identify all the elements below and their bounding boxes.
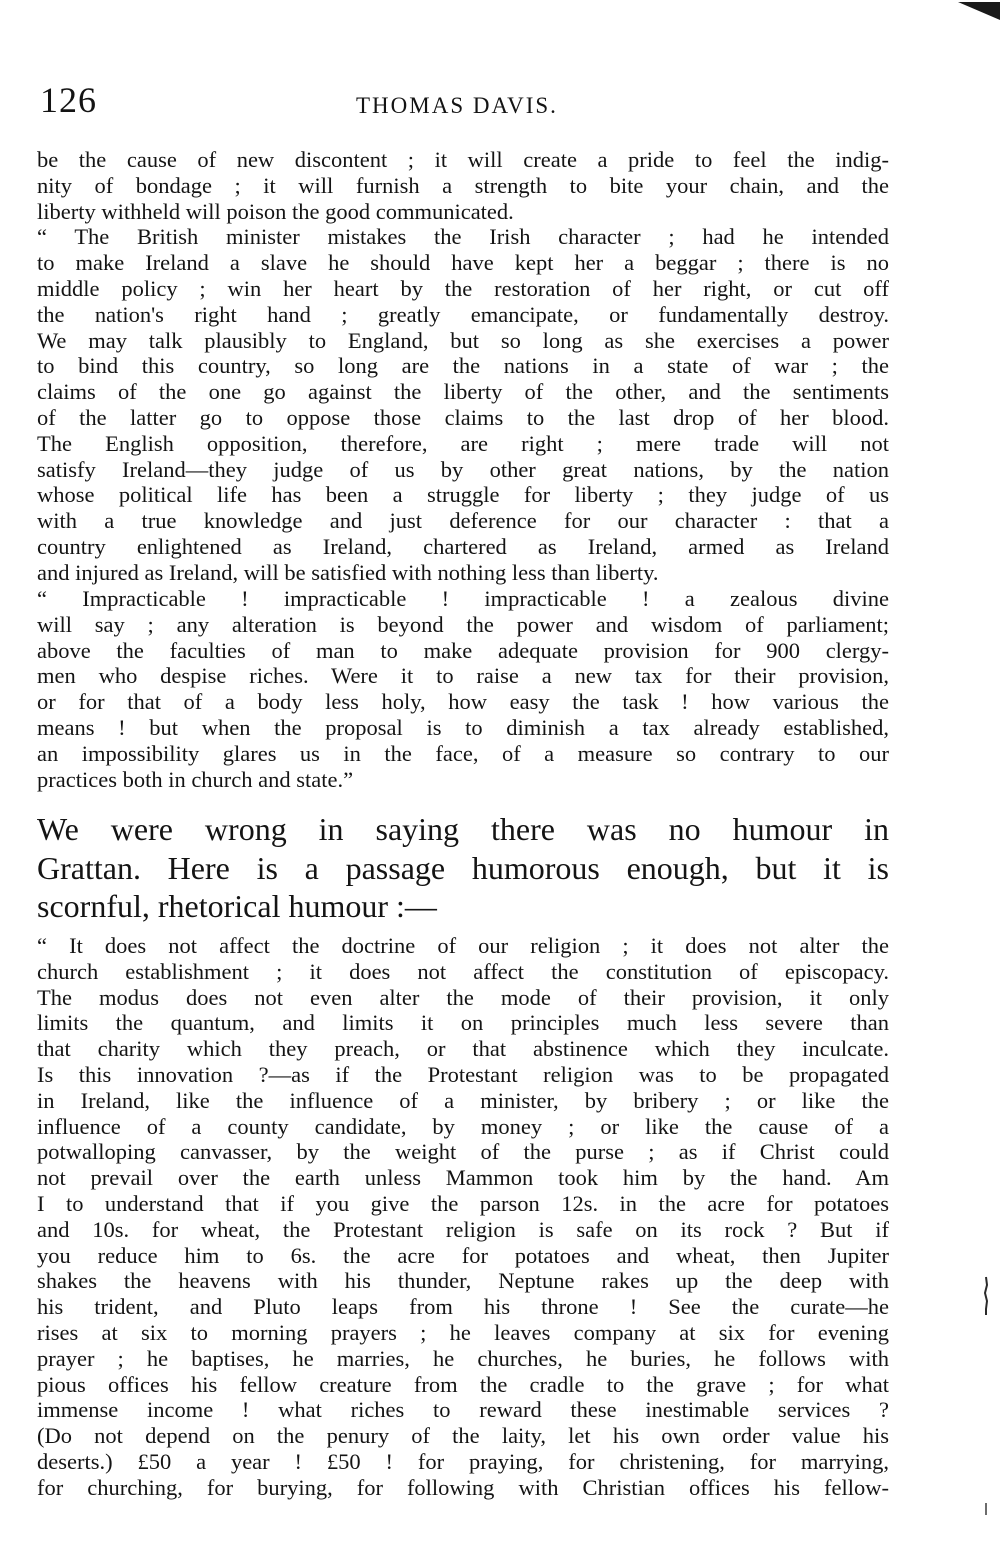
- text-line: satisfy Ireland—they judge of us by other great nations, by the nation: [37, 456, 889, 482]
- text-line: you reduce him to 6s. the acre for potatoes and wheat, then Jupiter: [37, 1242, 889, 1268]
- text-line: We may talk plausibly to England, but so long as she exercises a power: [37, 327, 889, 353]
- text-line: church establishment ; it does not affect the constitution of episcopacy.: [37, 958, 889, 984]
- text-line: in Ireland, like the influence of a minister, by bribery ; or like the: [37, 1087, 889, 1113]
- text-line: I to understand that if you give the parson 12s. in the acre for potatoes: [37, 1190, 889, 1216]
- text-line: rises at six to morning prayers ; he leaves company at six for evening: [37, 1319, 889, 1345]
- text-line: Is this innovation ?—as if the Protestant religion was to be propagated: [37, 1061, 889, 1087]
- text-line: be the cause of new discontent ; it will create a pride to feel the indig-: [37, 147, 889, 172]
- text-line: scornful, rhetorical humour :—: [37, 888, 437, 924]
- text-line: prayer ; he baptises, he marries, he churches, he buries, he follows with: [37, 1345, 889, 1371]
- text-line: that charity which they preach, or that abstinence which they inculcate.: [37, 1036, 889, 1062]
- text-line: his trident, and Pluto leaps from his throne ! See the curate—he: [37, 1294, 889, 1320]
- text-line: We were wrong in saying there was no humour in: [37, 811, 889, 847]
- text-line: pious offices his fellow creature from the cradle to the grave ; for what: [37, 1371, 889, 1397]
- text-line: not prevail over the earth unless Mammon took him by the hand. Am: [37, 1165, 889, 1191]
- text-line: (Do not depend on the penury of the laity, let his own order value his: [37, 1423, 889, 1449]
- text-line: men who despise riches. Were it to raise a new tax for their provision,: [37, 663, 889, 689]
- text-line: means ! but when the proposal is to diminish a tax already established,: [37, 714, 889, 740]
- text-line: will say ; any alteration is beyond the power and wisdom of parliament;: [37, 611, 889, 637]
- text-line: country enlightened as Ireland, chartered as Ireland, armed as Ireland: [37, 533, 889, 559]
- text-line: liberty withheld will poison the good communicated.: [37, 198, 514, 224]
- text-line: to bind this country, so long are the nations in a state of war ; the: [37, 353, 889, 379]
- text-line: potwalloping canvasser, by the weight of the purse ; as if Christ could: [37, 1139, 889, 1165]
- text-line: practices both in church and state.”: [37, 766, 354, 792]
- text-line: an impossibility glares us in the face, of a measure so contrary to our: [37, 740, 889, 766]
- running-head-title: THOMAS DAVIS.: [356, 93, 558, 118]
- margin-ink-mark: [981, 1275, 991, 1317]
- page-number: 126: [40, 80, 97, 120]
- margin-tick-mark: [983, 1502, 989, 1516]
- text-line: The English opposition, therefore, are right ; mere trade will not: [37, 430, 889, 456]
- quote-paragraph-3: [37, 933, 889, 1501]
- text-line: immense income ! what riches to reward these inestimable services ?: [37, 1397, 889, 1423]
- text-line: limits the quantum, and limits it on principles much less severe than: [37, 1010, 889, 1036]
- text-line: and 10s. for wheat, the Protestant religion is safe on its rock ? But if: [37, 1216, 889, 1242]
- text-line: above the faculties of man to make adequate provision for 900 clergy-: [37, 637, 889, 663]
- text-line: middle policy ; win her heart by the restoration of her right, or cut off: [37, 275, 889, 301]
- text-line: claims of the one go against the liberty of the other, and the sentiments: [37, 379, 889, 405]
- text-line: Grattan. Here is a passage humorous enough, but it is: [37, 849, 889, 886]
- page-corner-mark: [958, 0, 1000, 22]
- text-line: with a true knowledge and just deference for our character : that a: [37, 508, 889, 534]
- text-line: and injured as Ireland, will be satisfied with nothing less than liberty.: [37, 559, 659, 585]
- text-line: the nation's right hand ; greatly emancipate, or fundamentally destroy.: [37, 301, 889, 327]
- text-line: The modus does not even alter the mode of their provision, it only: [37, 984, 889, 1010]
- text-line: “ Impracticable ! impracticable ! impracticable ! a zealous divine: [37, 586, 889, 611]
- text-line: for churching, for burying, for following with Christian offices his fellow-: [37, 1474, 889, 1500]
- text-line: nity of bondage ; it will furnish a strength to bite your chain, and the: [37, 172, 889, 198]
- text-line: deserts.) £50 a year ! £50 ! for praying, for christening, for marrying,: [37, 1448, 889, 1474]
- text-line: or for that of a body less holy, how easy the task ! how various the: [37, 689, 889, 715]
- text-line: “ It does not affect the doctrine of our religion ; it does not alter the: [37, 933, 889, 958]
- text-line: influence of a county candidate, by money ; or like the cause of a: [37, 1113, 889, 1139]
- text-line: whose political life has been a struggle for liberty ; they judge of us: [37, 482, 889, 508]
- text-line: shakes the heavens with his thunder, Neptune rakes up the deep with: [37, 1268, 889, 1294]
- text-line: of the latter go to oppose those claims to the last drop of her blood.: [37, 404, 889, 430]
- quote-paragraph-1: [37, 147, 889, 586]
- text-line: “ The British minister mistakes the Irish character ; had he intended: [37, 224, 889, 250]
- commentary-paragraph: [37, 810, 889, 926]
- quote-paragraph-2: [37, 586, 889, 792]
- text-line: to make Ireland a slave he should have kept her a beggar ; there is no: [37, 250, 889, 276]
